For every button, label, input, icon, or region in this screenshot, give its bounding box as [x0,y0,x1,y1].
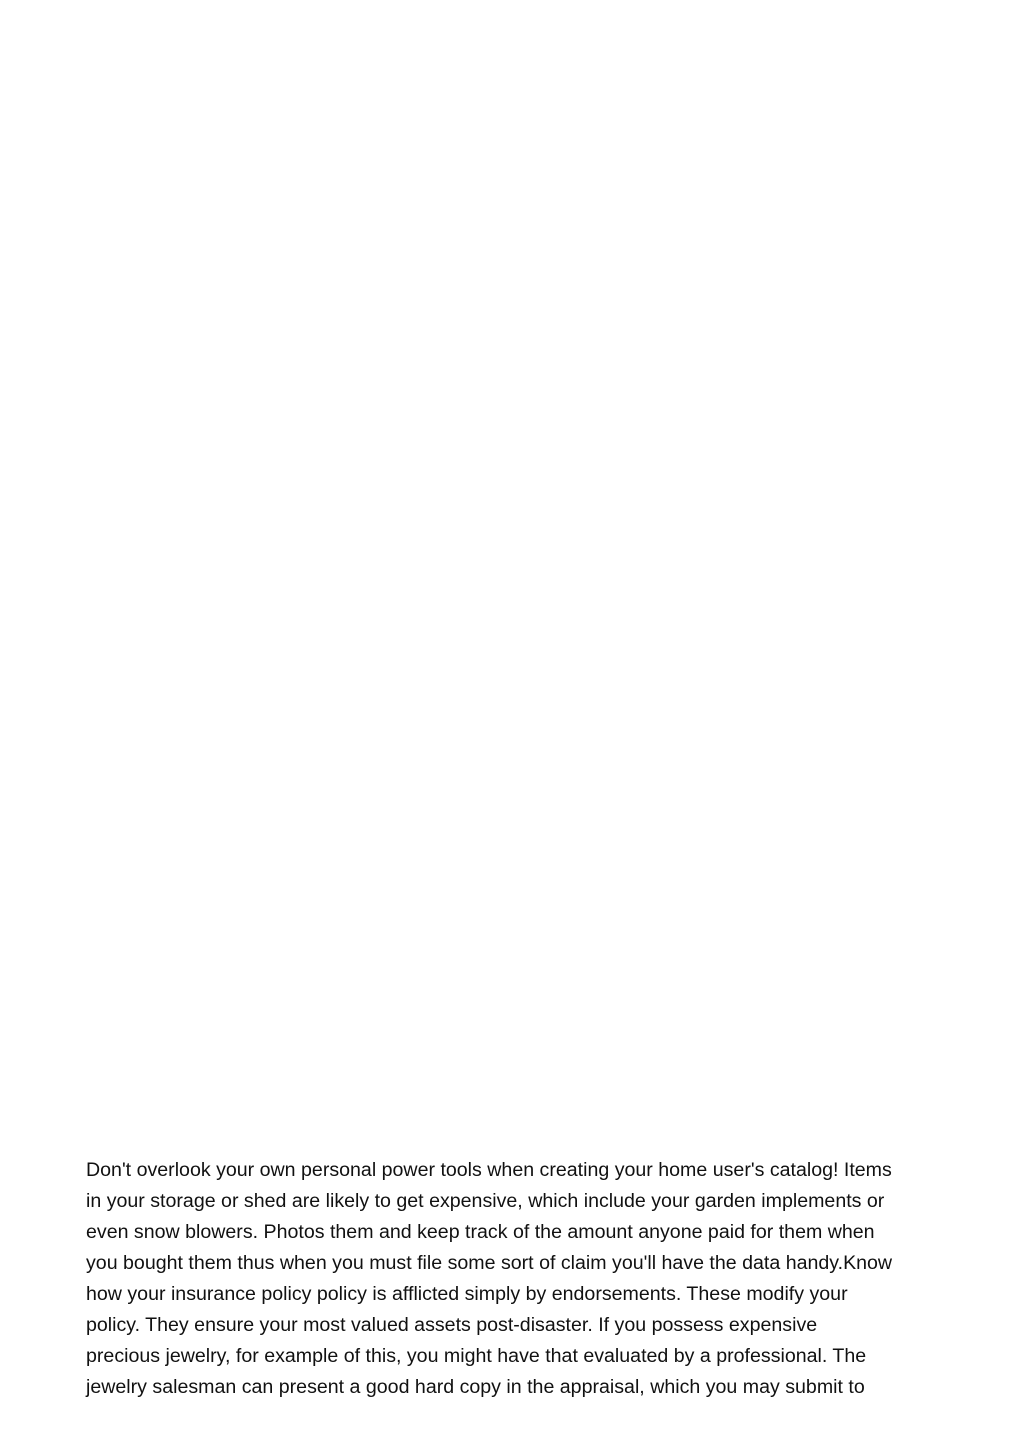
paragraph-line: policy. They ensure your most valued assets post-disaster. If you possess expensive [86,1314,818,1336]
paragraph-line: precious jewelry, for example of this, you might have that evaluated by a professional. The [86,1345,867,1367]
paragraph-line: Don't overlook your own personal power tools when creating your home user's catalog! Items [86,1159,892,1181]
paragraph-line: jewelry salesman can present a good hard copy in the appraisal, which you may submit to [86,1376,865,1398]
body-paragraph [86,1155,956,1403]
paragraph-line: even snow blowers. Photos them and keep track of the amount anyone paid for them when [86,1221,875,1243]
paragraph-line: how your insurance policy policy is afflicted simply by endorsements. These modify your [86,1283,848,1305]
paragraph-line: you bought them thus when you must file some sort of claim you'll have the data handy.Know [86,1252,893,1274]
paragraph-line: in your storage or shed are likely to get expensive, which include your garden implements or [86,1190,885,1212]
